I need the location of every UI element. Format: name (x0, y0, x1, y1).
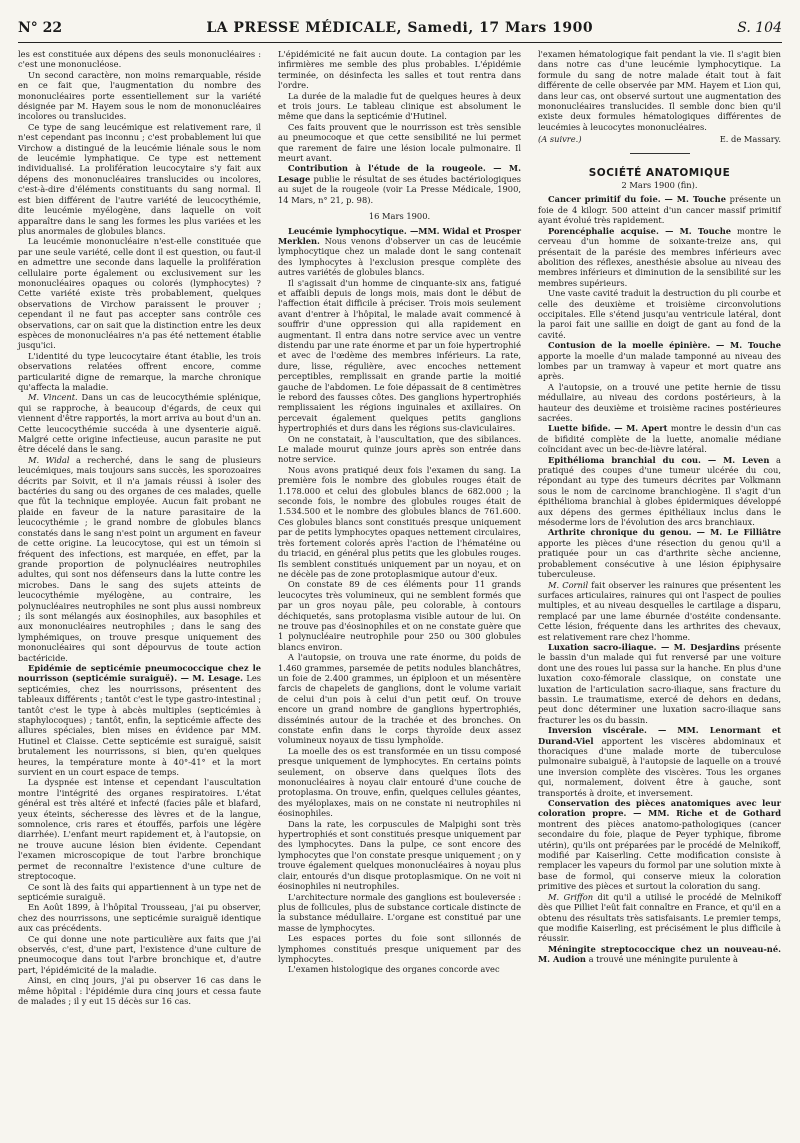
section-title: Leucémie lymphocytique. —MM. Widal et Prosper Merklen. (278, 225, 521, 246)
paragraph: L'examen histologique des organes concorde avec (288, 964, 500, 975)
paragraph: Luxation sacro-iliaque. — M. Desjardins présente le bassin d'un malade qui fut renversé par une voiture dont une des roues lui passa sur la hanche. En plus d'une luxation coxo-fémorale classique, on constate une luxation de l'articulation sacro-iliaque, sans fracture du bassin. Le traumatisme, exercé de dehors en dedans, peut donc déterminer une luxation sacro-iliaque sans fracturer les os du bassin. (538, 641, 781, 725)
paragraph: Arthrite chronique du genou. — M. Le Filliâtre apporte les pièces d'une résection du genou qu'il a pratiquée pour un cas d'arthrite sèche ancienne, probablement consécutive à une lésion épiphysaire tuberculeuse. (538, 527, 781, 580)
paragraph: L'épidémicité ne fait aucun doute. La contagion par les infirmières me semble des plus probables. L'épidémie terminée, on désinfecta les salles et tout rentra dans l'ordre. (278, 49, 521, 91)
paragraph: Ce type de sang leucémique est relativement rare, il n'est cependant pas inconnu ; c'est probablement lui que Virchow a distingué de la leucémie liénale sous le nom de leucémie lymphatique. Ce type est nettement individualisé. La prolifération leucocytaire s'y fait aux dépens des mononucléaires translucides ou incolores, c'est-à-dire d'éléments constituants du sang normal. Il est bien différent de l'autre variété de leucocythémie, dite leucémie myélogène, dans laquelle on voit apparaître dans le sang les formes les plus variées et les plus anormales de globules blancs. (18, 121, 261, 236)
session-date: 2 Mars 1900 (fin). (621, 180, 698, 191)
paragraph: Porencéphalie acquise. — M. Touche montre le cerveau d'un homme de soixante-treize ans, qui présentait de la parésie des membres inférieurs avec abolition des réflexes, anesthésie absolue au niveau des membres inférieurs et diminution de la sensibilité sur les membres supérieurs. (538, 225, 781, 288)
paragraph: Contusion de la moelle épinière. — M. Touche apporte la moelle d'un malade tamponné au niveau des lombes par un tramway à vapeur et mort quatre ans après. (538, 340, 781, 382)
section-title: Arthrite chronique du genou. — M. Le Filliâtre (548, 527, 781, 538)
section-title: Méningite streptococcique chez un nouveau-né. M. Audion (538, 943, 781, 965)
paragraph: En Août 1899, à l'hôpital Trousseau, j'ai pu observer, chez des nourrissons, une septicémie suraiguë identique aux cas précédents. (18, 902, 261, 934)
section-title: Inversion viscérale. — MM. Lenormant et Durand-Viel (538, 725, 781, 746)
paragraph: On constate 89 de ces éléments pour 11 grands leucocytes très volumineux, qui ne semblent formés que par un gros noyau pâle, peu colorable, à contours déchiquetés, sans protoplasma visible autour de lui. On ne trouve pas d'éosinophiles et on ne constate guère que 1 polynucléaire neutrophile pour 250 ou 300 globules blancs environ. (278, 579, 521, 652)
paragraph: Luette bifide. — M. Apert montre le dessin d'un cas de bifidité complète de la luette, anomalie médiane coïncidant avec un bec-de-lièvre latéral. (538, 423, 782, 455)
paragraph: La moelle des os est transformée en un tissu composé presque uniquement de lymphocytes. En certains points seulement, on observe dans quelques îlots des mononucléaires à noyau clair entouré d'une couche de protoplasma. On trouve, enfin, quelques cellules géantes, des myéloplaxes, mais on ne constate ni neutrophiles ni éosinophiles. (278, 745, 521, 819)
paragraph: M. Cornil fait observer les rainures que présentent les surfaces articulaires, rainures qui ont l'aspect de poulies multiples, et au niveau desquelles le cartilage a disparu, remplacé par une lame éburnée d'ostéite condensante. Cette lésion, fréquente dans les arthrites des chevaux, est relativement rare chez l'homme. (538, 579, 782, 642)
author-name: M. Widal (28, 454, 70, 465)
paragraph: A l'autopsie, on trouva une rate énorme, du poids de 1.460 grammes, parsemée de petits nodules blanchâtres, un foie de 2.400 grammes, un épiploon et un mésentère farcis de chapelets de ganglions, dont le volume variait de celui d'un pois à celui d'un petit œuf. On trouve encore un grand nombre de ganglions hypertrophiés, disséminés autour de la trachée et des bronches. On constate enfin dans le corps thyroïde deux assez volumineux noyaux de tissu lymphoïde. (278, 652, 521, 746)
paragraph: Une vaste cavité traduit la destruction du pli courbe et celle des deuxième et troisième circonvolutions occipitales. Elle s'étend jusqu'au ventricule latéral, dont la paroi fait une saillie en doigt de gant au fond de la cavité. (538, 288, 781, 340)
paragraph: Ainsi, en cinq jours, j'ai pu observer 16 cas dans le même hôpital : l'épidémie dura cinq jours et cessa faute de malades ; il y eut 15 décès sur 16 cas. (18, 975, 261, 1006)
paragraph: L'identité du type leucocytaire étant établie, les trois observations relatées offrent encore, comme particularité digne de remarque, la marche chronique qu'affecta la maladie. (18, 350, 261, 392)
paragraph: M. Griffon dit qu'il a utilisé le procédé de Melnikoff dès que Pilliet l'eût fait connaître en France, et qu'il en a obtenu des résultats très satisfaisants. Le premier temps, que modifie Kaiserling, est précisément le plus difficile à réussir. (538, 891, 781, 944)
paragraph: Inversion viscérale. — MM. Lenormant et Durand-Viel apportent les viscères abdominaux et thoraciques d'une malade morte de tuberculose pulmonaire subaiguë, à l'autopsie de laquelle on a trouvé une inversion complète des viscères. Tous les organes qui, normalement, doivent être à gauche, sont transportés à droite, et inversement. (538, 725, 781, 798)
divider (630, 153, 690, 154)
society-heading: SOCIÉTÉ ANATOMIQUE (588, 166, 731, 179)
column-2 (278, 49, 521, 1006)
paragraph: Ce sont là des faits qui appartiennent à un type net de septicémie suraiguë. (18, 881, 261, 902)
journal-title: LA PRESSE MÉDICALE, Samedi, 17 Mars 1900 (206, 20, 594, 36)
paragraph: A l'autopsie, on a trouvé une petite hernie de tissu médullaire, au niveau des cordons postérieurs, à la hauteur des deuxième et troisième racines postérieures sacrées. (538, 381, 781, 423)
paragraph: La leucémie mononucléaire n'est-elle constituée que par une seule variété, celle dont il est question, ou faut-il en admettre une seconde dans laquelle la prolifération cellulaire porte également ou exclusivement sur les mononucléaires opaques ou colorés (lymphocytes) ? Cette variété existe très probablement, quelques observations de Virchow paraissent le prouver ; cependant il ne faut pas accepter sans contrôle ces observations, car on sait que la distinction entre les deux espèces de mononucléaires n'a pas été nettement établie jusqu'ici. (18, 236, 261, 351)
paragraph: M. Widal a recherché, dans le sang de plusieurs leucémiques, mais toujours sans succès, les sporozoaires décrits par Soivit, et il n'a jamais réussi à isoler des bactéries du sang ou des organes de ces malades, quelle que fût la technique employée. Aucun fait probant ne plaide en faveur de la nature parasitaire de la leucocythémie ; le grand nombre de globules blancs constatés dans le sang n'est point un argument en faveur de cette origine. La leucocytose, qui est un témoin si fréquent des infections, est marquée, en effet, par la grande proportion de polynucléaires neutrophiles adultes, qui sont nos défenseurs dans la lutte contre les microbes. Dans le sang des sujets atteints de leucocythémie myélogène, au contraire, les polynucléaires neutrophiles ne sont plus aussi nombreux ; ils sont mélangés aux éosinophiles, aux basophiles et aux mononucléaires neutrophiles ; dans le sang des lymphémiques, on trouve presque uniquement des mononucléaires qui sont dépourvus de toute action bactéricide. (18, 454, 261, 663)
page-header (18, 20, 782, 43)
issue-number: N° 22 (18, 20, 63, 36)
section-title: Luxation sacro-iliaque. — M. Desjardins (548, 641, 740, 652)
paragraph: Il s'agissait d'un homme de cinquante-six ans, fatigué et affaibli depuis de longs mois, mais dont le début de l'affection était difficile à préciser. Trois mois seulement avant d'entrer à l'hôpital, le malade avait commencé à souffrir d'une oppression qui alla rapidement en augmentant. Il entra dans notre service avec un ventre distendu par une rate énorme et par un foie hypertrophié et avec de l'œdème des membres inférieurs. La rate, dure, lisse, régulière, avec encoches nettement perceptibles, remplissait en grande partie la moitié gauche de l'abdomen. Le foie dépassait de 8 centimètres le rebord des fausses côtes. Des ganglions hypertrophiés remplissaient les régions inguinales et axillaires. On percevait également quelques petits ganglions hypertrophiés et durs dans les régions sus-claviculaires. (278, 277, 521, 434)
paragraph: Epithélioma branchial du cou. — M. Leven a pratiqué des coupes d'une tumeur ulcérée du cou, répondant au type des tumeurs décrites par Volkmann sous le nom de carcinome branchiogène. Il s'agit d'un épithélioma branchial à globes épidermiques développé aux dépens des germes épithéliaux inclus dans le mésoderme lors de l'évolution des arcs branchiaux. (538, 454, 781, 528)
author-name: M. Griffon (548, 891, 594, 902)
signature-line (538, 134, 781, 144)
paragraph: Epidémie de septicémie pneumococcique chez le nourrisson (septicémie suraiguë). — M. Lesage. Les septicémies, chez les nourrissons, présentent des tableaux différents ; tantôt c'est le type gastro-intestinal ; tantôt c'est le type à abcès multiples (septicémies à staphylocoques) ; tantôt, enfin, la septicémie affecte des allures spéciales, bien mises en évidence par MM. Hutinel et Claisse. Cette septicémie est suraiguë, saisit brutalement les nourrissons, si bien, qu'en quelques heures, la température monte à 40°-41° et la mort survient en un court espace de temps. (18, 662, 261, 778)
paragraph: les est constituée aux dépens des seuls mononucléaires : c'est une mononucléose. (18, 49, 261, 70)
paragraph: Dans la rate, les corpuscules de Malpighi sont très hypertrophiés et sont constitués presque uniquement par des lymphocytes. Dans la pulpe, ce sont encore des lymphocytes que l'on constate presque uniquement ; on y trouve également quelques mononucléaires à noyau plus clair, entourés d'un disque protoplasmique. On ne voit ni éosinophiles ni neutrophiles. (278, 818, 521, 892)
paragraph: M. Vincent. Dans un cas de leucocythémie splénique, qui se rapproche, à beaucoup d'égards, de ceux qui viennent d'être rapportés, la mort arriva au bout d'un an. Cette leucocythémie succéda à une dysenterie aiguë. Malgré cette origine infectieuse, aucun parasite ne put être décelé dans le sang. (18, 392, 261, 455)
paragraph: Nous avons pratiqué deux fois l'examen du sang. La première fois le nombre des globules rouges était de 1.178.000 et celui des globules blancs de 682.000 ; la seconde fois, le nombre des globules rouges était de 1.534.500 et le nombre des globules blancs de 761.600. Ces globules blancs sont constitués presque uniquement par de petits lymphocytes opaques nettement circulaires, très fortement colorés après l'action de l'hématéine ou du triacid, en général plus petits que les globules rouges. Ils semblent constitués uniquement par un noyau, et on ne décèle pas de zone protoplasmique autour d'eux. (278, 464, 521, 579)
paragraph: On ne constatait, à l'auscultation, que des sibilances. Le malade mourut quinze jours après son entrée dans notre service. (278, 433, 521, 465)
paragraph: Les espaces portes du foie sont sillonnés de lymphomes constitués presque uniquement par des lymphocytes. (278, 933, 521, 964)
paragraph: Un second caractère, non moins remarquable, réside en ce fait que, l'augmentation du nombre des mononucléaires porte essentiellement sur la variété désignée par M. Hayem sous le nom de mononucléaires incolores ou translucides. (18, 69, 261, 122)
section-title: Conservation des pièces anatomiques avec leur coloration propre. — MM. Riche et de Gothard (538, 798, 781, 819)
column-1 (18, 49, 261, 1006)
paragraph: Leucémie lymphocytique. —MM. Widal et Prosper Merklen. Nous venons d'observer un cas de leucémie lymphocytique chez un malade dont le sang contenait des lymphocytes à l'exclusion presque complète des autres variétés de globules blancs. (278, 225, 521, 278)
paragraph: Méningite streptococcique chez un nouveau-né. M. Audion a trouvé une méningite purulente à (538, 943, 781, 965)
author-name: M. Vincent. (28, 392, 78, 403)
author-signature: E. de Massary. (719, 134, 781, 145)
paragraph: Cancer primitif du foie. — M. Touche présente un foie de 4 kilogr. 500 atteint d'un cancer massif primitif ayant évolué très rapidement. (538, 194, 782, 226)
column-3 (538, 49, 781, 1006)
paragraph: La durée de la maladie fut de quelques heures à deux et trois jours. Le tableau clinique est absolument le même que dans la septicémie d'Hutinel. (278, 90, 521, 122)
paragraph: Contribution à l'étude de la rougeole. — M. Lesage publie le résultat de ses études bactériologiques au sujet de la rougeole (voir La Presse Médicale, 1900, 14 Mars, n° 21, p. 98). (278, 163, 521, 205)
section-title: Luette bifide. — M. Apert (548, 423, 668, 434)
paragraph: Ce qui donne une note particulière aux faits que j'ai observés, c'est, d'une part, l'existence d'une culture de pneumocoque dans tout l'arbre bronchique et, d'autre part, l'épidémicité de la maladie. (18, 933, 261, 975)
section-title: Contribution à l'étude de la rougeole. — M. Lesage (278, 163, 521, 184)
section-title: Contusion de la moelle épinière. — M. Touche (548, 340, 781, 351)
article-columns (18, 49, 782, 1006)
to-be-continued: (A suivre.) (538, 134, 582, 145)
section-title: Cancer primitif du foie. — M. Touche (548, 194, 726, 205)
session-date: 16 Mars 1900. (368, 211, 431, 222)
paragraph: Conservation des pièces anatomiques avec leur coloration propre. — MM. Riche et de Gothard montrent des pièces anatomo-pathologiques (cancer secondaire du foie, plaque de Peyer typhique, fibrome utérin), qu'ils ont préparées par le procédé de Melnikoff, modifié par Kaiserling. Cette modification consiste à remplacer les vapeurs du formol par une solution mixte à base de formol, qui conserve mieux la coloration primitive des pièces et surtout la coloration du sang. (538, 798, 781, 892)
section-title: Epidémie de septicémie pneumococcique chez le nourrisson (septicémie suraiguë). — M. Lesage. (18, 662, 261, 684)
paragraph: L'architecture normale des ganglions est bouleversée : plus de follicules, plus de substance corticale distincte de la substance médullaire. L'organe est constitué par une masse de lymphocytes. (278, 891, 521, 933)
paragraph: l'examen hématologique fait pendant la vie. Il s'agit bien dans notre cas d'une leucémie lymphocytique. La formule du sang de notre malade était tout à fait différente de celle observée par MM. Hayem et Lion qui, dans leur cas, ont observé surtout une augmentation des mononucléaires translucides. Il semble donc bien qu'il existe deux formules hématologiques différentes de leucémies à leucocytes mononucléaires. (538, 49, 781, 132)
paragraph: Ces faits prouvent que le nourrisson est très sensible au pneumocoque et que cette sensibilité ne lui permet que rarement de faire une lésion locale pulmonaire. Il meurt avant. (278, 121, 521, 164)
page-number: S. 104 (737, 20, 782, 36)
paragraph: La dyspnée est intense et cependant l'auscultation montre l'intégrité des organes respiratoires. L'état général est très altéré et infecté (facies pâle et blafard, yeux éteints, sécheresse des lèvres et de la langue, somnolence, cris rares et étouffés, parfois une légère diarrhée). L'enfant meurt rapidement et, à l'autopsie, on ne trouve aucune lésion bien évidente. Cependant l'examen microscopique de tout l'arbre bronchique permet de reconnaître l'existence d'une culture de streptocoque. (18, 777, 261, 882)
author-name: M. Cornil (548, 579, 589, 590)
section-title: Porencéphalie acquise. — M. Touche (548, 225, 732, 236)
section-title: Epithélioma branchial du cou. — M. Leven (548, 454, 770, 465)
